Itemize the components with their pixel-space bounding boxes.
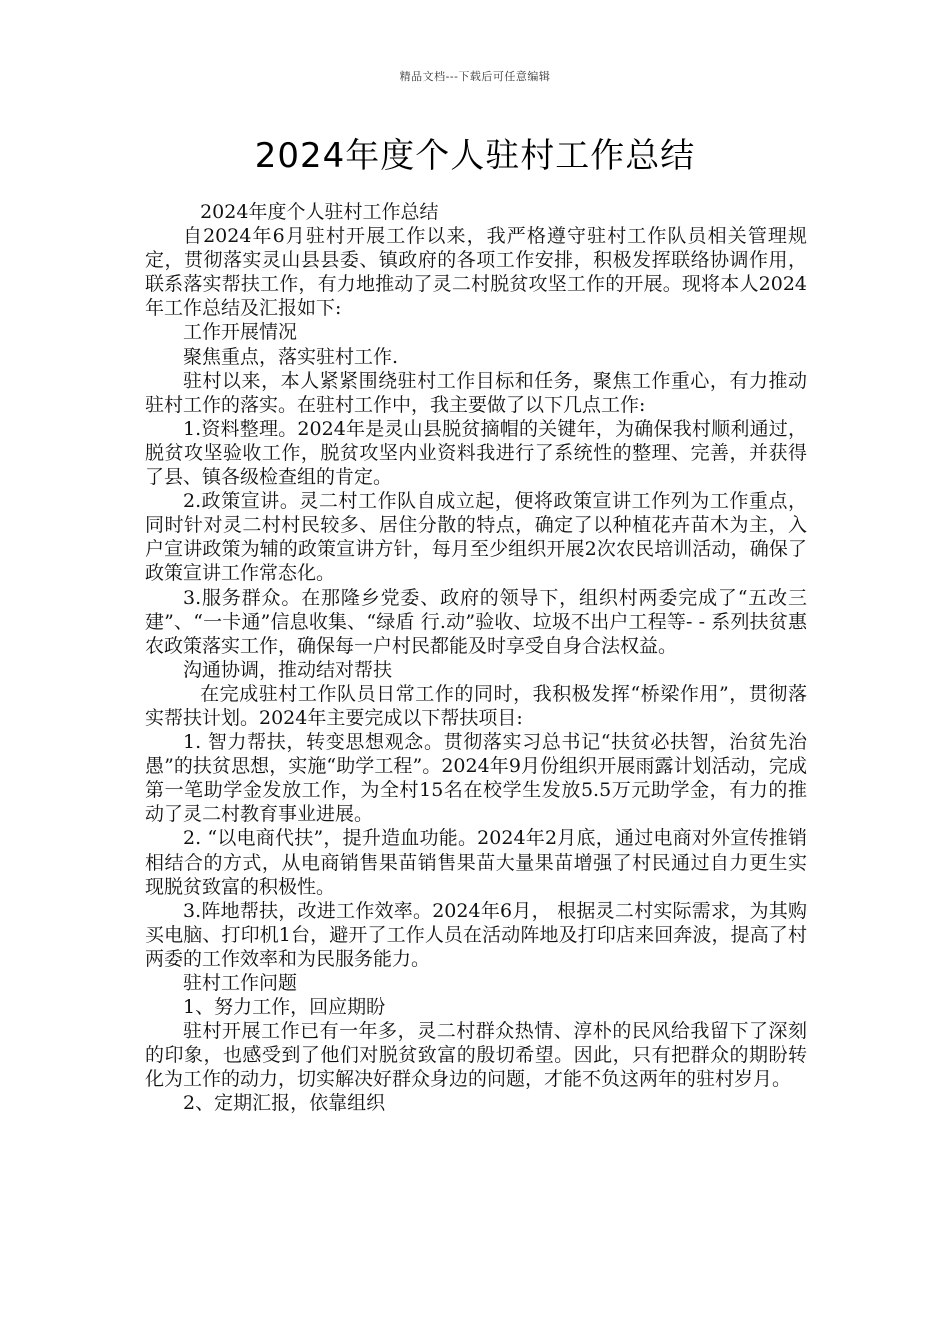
subheading-work-hard: 1、努力工作，回应期盼 — [183, 996, 386, 1019]
paragraph-coordination-body: 在完成驻村工作队员日常工作的同时，我积极发挥“桥梁作用”，贯彻落实帮扶计划。2024年主要完成以下帮扶项目: — [145, 682, 807, 729]
item-intellectual-aid: 1. 智力帮扶，转变思想观念。贯彻落实习总书记“扶贫必扶智，治贫先治愚”的扶贫思想，实施“助学工程”。2024年9月份组织开展雨露计划活动，完成第一笔助学金发放工作，为全村15名在校学生发放5.5万元助学金，有力的推动了灵二村教育事业进展。 — [145, 731, 807, 826]
document-body — [145, 200, 807, 1116]
intro-paragraph: 自2024年6月驻村开展工作以来，我严格遵守驻村工作队员相关管理规定，贯彻落实灵山县县委、镇政府的各项工作安排，积极发挥联络协调作用，联系落实帮扶工作，有力地推动了灵二村脱贫攻坚工作的开展。现将本人2024年工作总结及汇报如下: — [145, 225, 807, 320]
item-serving-public: 3.服务群众。在那隆乡党委、政府的领导下，组织村两委完成了“五改三建”、“一卡通”信息收集、“绿盾 行.动”验收、垃圾不出户工程等- - 系列扶贫惠农政策落实工作，确保每一户村民都能及时享受自身合法权益。 — [145, 586, 807, 657]
header-note: 精品文档---下载后可任意编辑 — [399, 70, 551, 83]
section-heading-work: 工作开展情况 — [183, 321, 298, 344]
paragraph-issues-body: 驻村开展工作已有一年多，灵二村群众热情、淳朴的民风给我留下了深刻的印象，也感受到了他们对脱贫致富的殷切希望。因此，只有把群众的期盼转化为工作的动力，切实解决好群众身边的问题，才能不负这两年的驻村岁月。 — [145, 1020, 807, 1091]
item-ecommerce-aid: 2. “以电商代扶”，提升造血功能。2024年2月底，通过电商对外宣传推销相结合的方式，从电商销售果苗销售果苗大量果苗增强了村民通过自力更生实现脱贫致富的积极性。 — [145, 827, 807, 898]
paragraph-focus-body: 驻村以来，本人紧紧围绕驻村工作目标和任务，聚焦工作重心，有力推动驻村工作的落实。在驻村工作中，我主要做了以下几点工作: — [145, 369, 807, 416]
subtitle-paragraph: 2024年度个人驻村工作总结 — [200, 201, 439, 223]
item-data-organizing: 1.资料整理。2024年是灵山县脱贫摘帽的关键年，为确保我村顺利通过，脱贫攻坚验收工作，脱贫攻坚内业资料我进行了系统性的整理、完善，并获得了县、镇各级检查组的肯定。 — [145, 417, 807, 489]
subheading-coordination: 沟通协调，推动结对帮扶 — [183, 658, 393, 681]
subheading-regular-report: 2、定期汇报，依靠组织 — [183, 1092, 386, 1115]
item-policy-promotion: 2.政策宣讲。灵二村工作队自成立起，便将政策宣讲工作列为工作重点，同时针对灵二村村民较多、居住分散的特点，确定了以种植花卉苗木为主，入户宣讲政策为辅的政策宣讲方针，每月至少组织开展2次农民培训活动，确保了政策宣讲工作常态化。 — [145, 490, 807, 585]
subheading-focus: 聚焦重点，落实驻村工作. — [183, 345, 399, 368]
document-title: 2024年度个人驻村工作总结 — [254, 136, 696, 176]
item-base-aid: 3.阵地帮扶，改进工作效率。2024年6月， 根据灵二村实际需求，为其购买电脑、打印机1台，避开了工作人员在活动阵地及打印店来回奔波，提高了村两委的工作效率和为民服务能力。 — [145, 899, 807, 970]
section-heading-issues: 驻村工作问题 — [183, 972, 298, 994]
